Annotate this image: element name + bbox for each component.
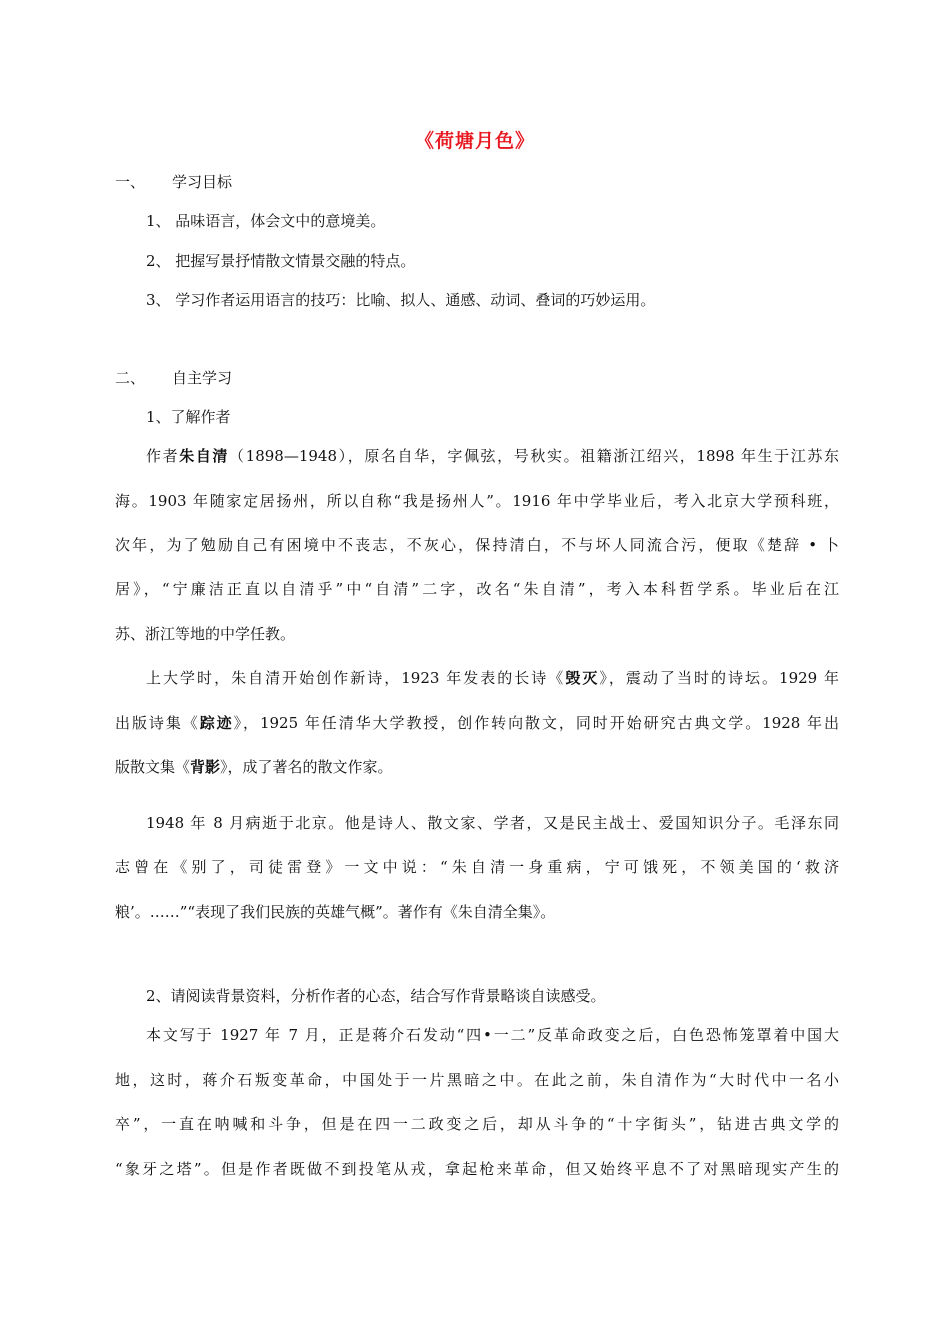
paragraph-background-line: 地，这时，蒋介石叛变革命，中国处于一片黑暗之中。在此之前，朱自清作为“大时代中一名小 (115, 1071, 839, 1089)
paragraph-death-line: 志曾在《别了，司徒雷登》一文中说：“朱自清一身重病，宁可饿死，不领美国的‘救济 (115, 858, 839, 876)
text-run: 版散文集《 (115, 758, 191, 776)
text-run: 》，成了著名的散文作家。 (220, 758, 393, 776)
objective-3: 3、 学习作者运用语言的技巧：比喻、拟人、通感、动词、叠词的巧妙运用。 (146, 291, 656, 309)
subsection-heading-2: 2、请阅读背景资料，分析作者的心态，结合写作背景略谈自读感受。 (146, 987, 606, 1005)
text-run: 上大学时，朱自清开始创作新诗，1923 年发表的长诗《 (146, 669, 566, 687)
paragraph-works-line (146, 668, 839, 688)
section-label: 学习目标 (172, 173, 233, 191)
text-run: 》，震动了当时的诗坛。1929 年 (599, 669, 839, 687)
objective-2: 2、 把握写景抒情散文情景交融的特点。 (146, 252, 416, 270)
work-title: 背影 (190, 758, 221, 776)
paragraph-background-line: 卒”，一直在呐喊和斗争，但是在四一二政变之后，却从斗争的“十字街头”，钻进古典文学的 (115, 1115, 839, 1133)
text-run: 出版诗集《 (115, 714, 200, 732)
paragraph-author-line: 海。1903 年随家定居扬州，所以自称“我是扬州人”。1916 年中学毕业后，考入北京大学预科班， (115, 492, 839, 510)
paragraph-works-line (115, 757, 839, 777)
paragraph-author-line: 苏、浙江等地的中学任教。 (115, 625, 296, 643)
section-number: 二、 (115, 369, 146, 387)
paragraph-works-line (115, 713, 839, 733)
section-heading-1 (115, 172, 232, 192)
text-run: 作者 (146, 447, 180, 465)
work-title: 踪迹 (199, 714, 234, 732)
paragraph-death-line: 粮’。……”“表现了我们民族的英雄气概”。著作有《朱自清全集》。 (115, 903, 556, 921)
paragraph-background-line: 本文写于 1927 年 7 月，正是蒋介石发动“四•一二”反革命政变之后，白色恐怖笼罩着中国大 (146, 1026, 839, 1044)
objective-1: 1、 品味语言，体会文中的意境美。 (146, 212, 386, 230)
author-name: 朱自清 (179, 447, 230, 465)
paragraph-author-line: 次年，为了勉励自己有困境中不丧志，不灰心，保持清白，不与坏人同流合污，便取《楚辞 • 卜 (115, 536, 839, 554)
text-run: （1898—1948），原名自华，字佩弦，号秋实。祖籍浙江绍兴，1898 年生于江苏东 (229, 447, 839, 465)
page-title: 《荷塘月色》 (414, 130, 535, 152)
paragraph-background-line: “象牙之塔”。但是作者既做不到投笔从戎，拿起枪来革命，但又始终平息不了对黑暗现实产生的 (115, 1160, 839, 1178)
section-heading-2 (115, 368, 232, 388)
subsection-heading-1: 1、了解作者 (146, 408, 231, 426)
section-number: 一、 (115, 173, 146, 191)
section-label: 自主学习 (172, 369, 233, 387)
paragraph-death-line: 1948 年 8 月病逝于北京。他是诗人、散文家、学者，又是民主战士、爱国知识分子。毛泽东同 (146, 814, 839, 832)
paragraph-author-line: 居》，“宁廉洁正直以自清乎”中“自清”二字，改名“朱自清”，考入本科哲学系。毕业后在江 (115, 580, 839, 598)
paragraph-author-line (146, 446, 839, 466)
text-run: 》，1925 年任清华大学教授，创作转向散文，同时开始研究古典文学。1928 年出 (233, 714, 839, 732)
work-title: 毁灭 (565, 669, 600, 687)
